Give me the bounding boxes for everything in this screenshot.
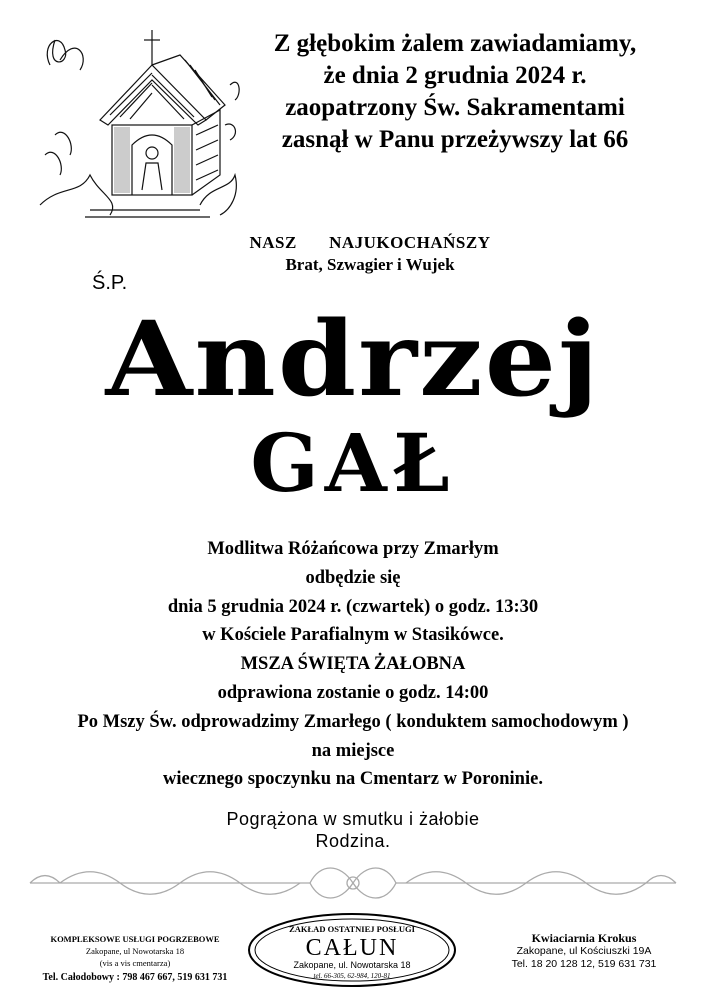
intro-line-1: Z głębokim żalem zawiadamiamy, [273,30,637,57]
florist-name: Kwiaciarnia Krokus [531,931,637,945]
sp-prefix: Ś.P. [92,272,128,294]
florist-address: Zakopane, ul Kościuszki 19A [516,945,652,957]
deceased-first-name: Andrzej [105,299,601,420]
info-line-9: wiecznego spoczynku na Cmentarz w Poroninie. [163,769,543,790]
info-line-7: Po Mszy Św. odprowadzimy Zmarłego ( konduktem samochodowym ) [77,711,629,732]
calun-logo [245,910,460,990]
logo-name: CAŁUN [305,935,399,961]
family-signature [0,808,706,852]
intro-line-4: zasnął w Panu przeżywszy lat 66 [281,126,629,153]
info-line-6: odprawiona zostanie o godz. 14:00 [217,682,489,703]
info-line-5: MSZA ŚWIĘTA ŻAŁOBNA [240,654,466,675]
services-address: Zakopane, ul Nowotarska 18 [85,946,185,956]
logo-top-text: ZAKŁAD OSTATNIEJ POSŁUGI [289,924,415,934]
signature-line-2: Rodzina. [315,831,391,851]
info-line-4: w Kościele Parafialnym w Stasikówce. [202,625,504,646]
services-heading: KOMPLEKSOWE USŁUGI POGRZEBOWE [50,934,220,944]
chapel-illustration [30,25,245,225]
logo-address: Zakopane, ul. Nowotarska 18 [293,960,411,970]
funeral-services-ad [10,933,260,984]
relation-roles: Brat, Szwagier i Wujek [285,255,455,274]
relation-block [160,232,580,276]
services-note: (vis a vis cmentarza) [99,958,171,968]
decorative-ornament [20,858,686,908]
logo-phone: tel. 66-305, 62-984, 120-81 [313,972,391,980]
announcement-intro [230,28,680,156]
info-line-2: odbędzie się [305,567,401,588]
intro-line-3: zaopatrzony Św. Sakramentami [285,94,625,121]
florist-ad [468,932,700,971]
florist-phone: Tel. 18 20 128 12, 519 631 731 [511,958,657,970]
deceased-last-name: GAŁ [250,416,456,510]
intro-line-2: że dnia 2 grudnia 2024 r. [323,62,587,89]
info-line-8: na miejsce [311,740,395,761]
funeral-details [0,535,706,794]
signature-line-1: Pogrążona w smutku i żałobie [226,809,480,829]
info-line-1: Modlitwa Różańcowa przy Zmarłym [207,539,499,559]
info-line-3: dnia 5 grudnia 2024 r. (czwartek) o godz. 13:30 [167,596,539,617]
services-phone: Tel. Całodobowy : 798 467 667, 519 631 731 [42,972,228,983]
relation-heading: NASZ NAJUKOCHAŃSZY [249,233,491,252]
